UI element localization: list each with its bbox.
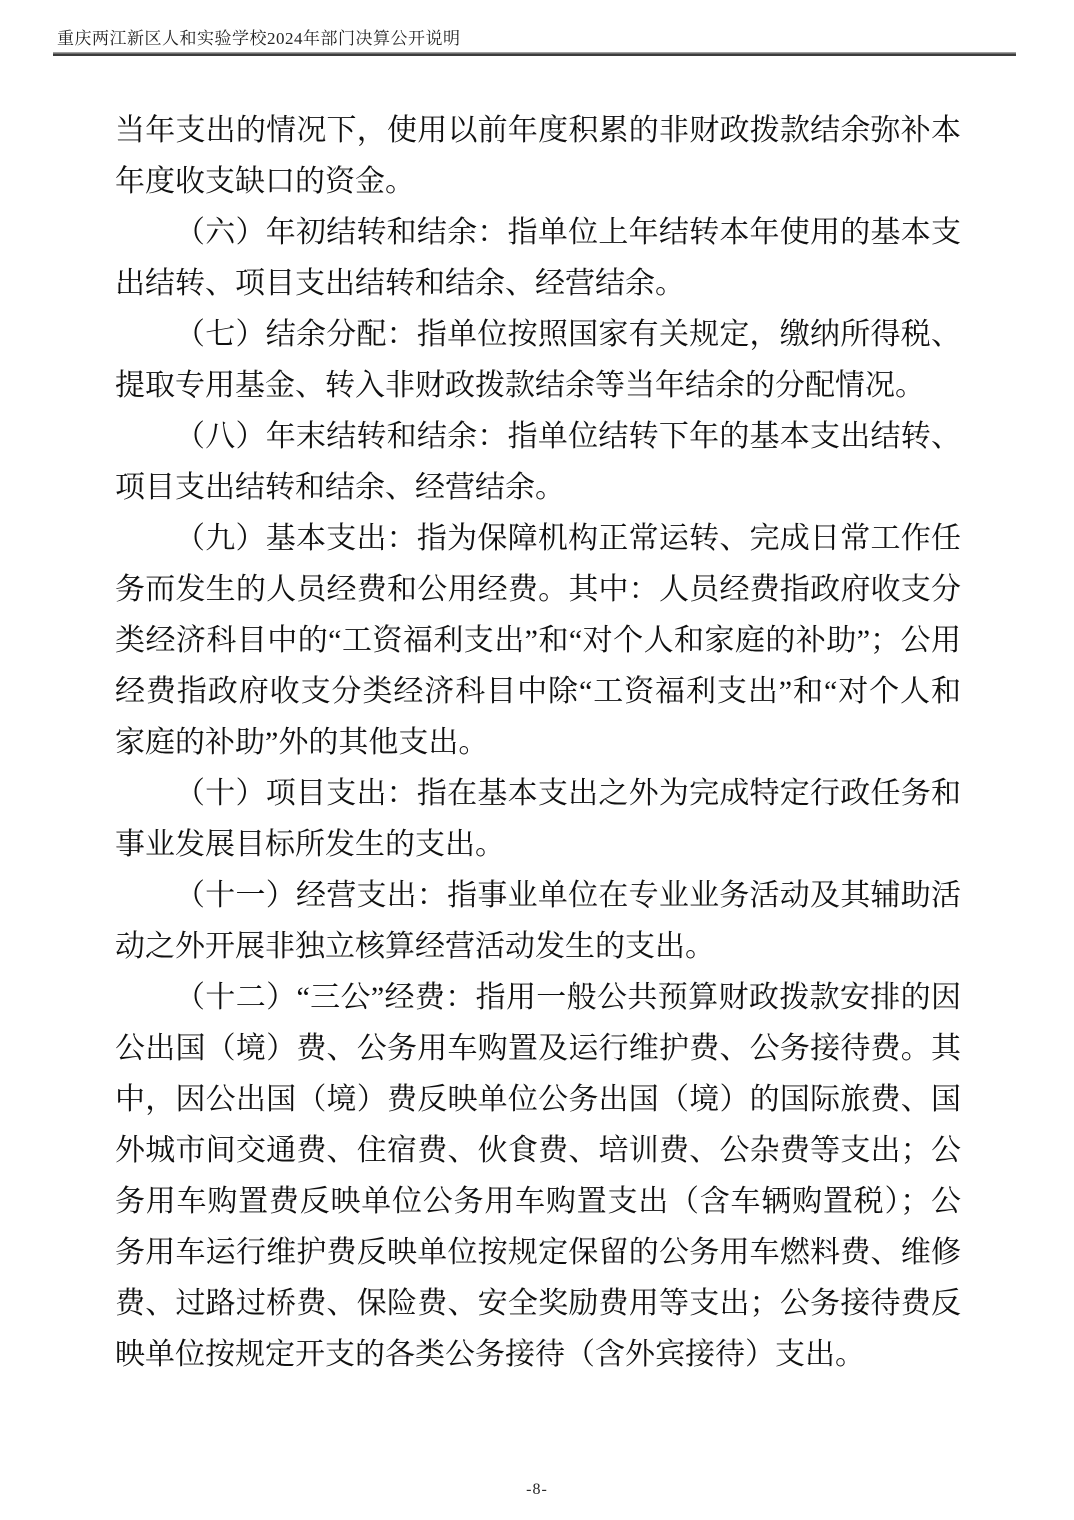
paragraph: （六）年初结转和结余：指单位上年结转本年使用的基本支出结转、项目支出结转和结余、经营结余。 xyxy=(115,216,961,300)
paragraph: （十一）经营支出：指事业单位在专业业务活动及其辅助活动之外开展非独立核算经营活动发生的支出。 xyxy=(115,879,961,963)
page-footer xyxy=(0,1481,1074,1499)
document-body xyxy=(115,105,961,1380)
paragraph: （十）项目支出：指在基本支出之外为完成特定行政任务和事业发展目标所发生的支出。 xyxy=(115,777,961,861)
paragraph: （十二）“三公”经费：指用一般公共预算财政拨款安排的因公出国（境）费、公务用车购置及运行维护费、公务接待费。其中，因公出国（境）费反映单位公务出国（境）的国际旅费、国外城市间交通费、住宿费、伙食费、培训费、公杂费等支出；公务用车购置费反映单位公务用车购置支出（含车辆购置税）；公务用车运行维护费反映单位按规定保留的公务用车燃料费、维修费、过路过桥费、保险费、安全奖励费用等支出；公务接待费反映单位按规定开支的各类公务接待（含外宾接待）支出。 xyxy=(115,981,961,1371)
header-title: 重庆两江新区人和实验学校2024年部门决算公开说明 xyxy=(57,29,461,48)
page-number: -8- xyxy=(526,1481,548,1498)
paragraph: （七）结余分配：指单位按照国家有关规定，缴纳所得税、提取专用基金、转入非财政拨款结余等当年结余的分配情况。 xyxy=(115,318,961,402)
header-rule xyxy=(53,52,1016,56)
paragraph: （九）基本支出：指为保障机构正常运转、完成日常工作任务而发生的人员经费和公用经费。其中：人员经费指政府收支分类经济科目中的“工资福利支出”和“对个人和家庭的补助”；公用经费指政府收支分类经济科目中除“工资福利支出”和“对个人和家庭的补助”外的其他支出。 xyxy=(115,522,961,759)
paragraph: （八）年末结转和结余：指单位结转下年的基本支出结转、项目支出结转和结余、经营结余。 xyxy=(115,420,961,504)
paragraph: 当年支出的情况下，使用以前年度积累的非财政拨款结余弥补本年度收支缺口的资金。 xyxy=(115,114,961,198)
